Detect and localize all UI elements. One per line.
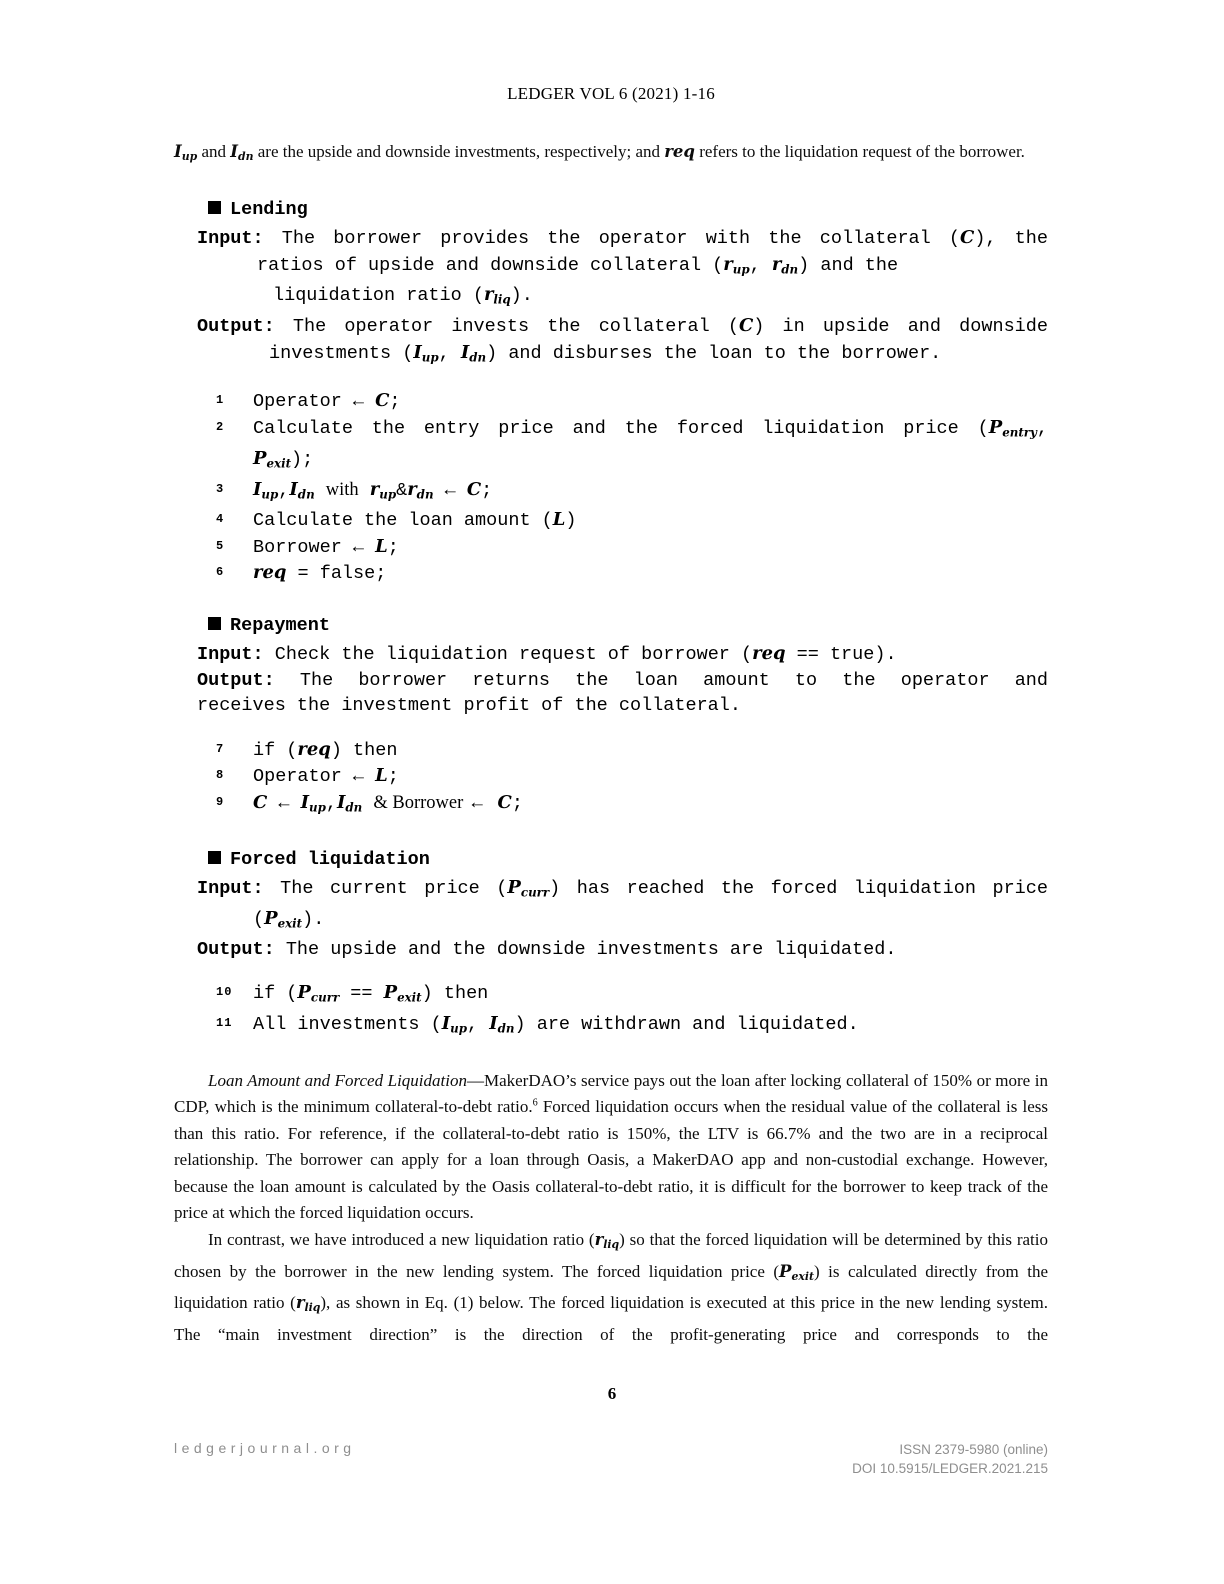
math-symbol: rliq bbox=[483, 284, 511, 307]
step-line: if (Pcurr == Pexit) then bbox=[253, 982, 489, 1005]
algorithm-steps bbox=[216, 980, 1048, 1042]
math-symbol: Iup bbox=[253, 478, 279, 501]
math-subscript: entry bbox=[1002, 425, 1037, 440]
math-symbol: Iup bbox=[174, 142, 198, 164]
math-subscript: exit bbox=[277, 916, 303, 931]
math-subscript: exit bbox=[266, 456, 292, 471]
section-title bbox=[197, 613, 1048, 639]
algo-step bbox=[216, 790, 1048, 821]
math-symbol: Iup bbox=[413, 341, 439, 364]
step-text bbox=[253, 1011, 1048, 1042]
algorithm-section-lending bbox=[197, 197, 1048, 587]
math-subscript: dn bbox=[345, 800, 363, 815]
step-text bbox=[253, 790, 1048, 821]
math-symbol: Pcurr bbox=[507, 877, 550, 900]
step-text bbox=[253, 477, 1048, 508]
step-text bbox=[253, 737, 1048, 764]
algorithm bbox=[197, 197, 1048, 1042]
algo-output-line: receives the investment profit of the collateral. bbox=[197, 695, 741, 717]
math-subscript: liq bbox=[603, 1238, 620, 1252]
math-subscript: exit bbox=[397, 990, 422, 1005]
math-symbol: Pcurr bbox=[297, 982, 340, 1005]
step-number: 2 bbox=[216, 419, 225, 434]
math-symbol: C bbox=[497, 791, 512, 813]
step-line: Pexit); bbox=[253, 447, 314, 471]
math-symbol: Idn bbox=[460, 341, 487, 364]
math-symbol: C bbox=[253, 791, 268, 813]
io-label: Input: bbox=[197, 878, 264, 900]
issn-doi-block bbox=[852, 1440, 1048, 1478]
step-number: 6 bbox=[216, 565, 225, 580]
step-line: if (req) then bbox=[253, 738, 398, 761]
math-subscript: exit bbox=[791, 1269, 814, 1283]
step-text bbox=[253, 415, 1048, 477]
step-number: 4 bbox=[216, 512, 225, 527]
step-line: C ← Iup,Idn & Borrower ← C; bbox=[253, 791, 523, 815]
algorithm-steps bbox=[216, 388, 1048, 586]
math-subscript: up bbox=[379, 486, 397, 501]
math-symbol: req bbox=[253, 562, 287, 584]
algo-output-line: investments (Iup, Idn) and disburses the loan to the borrower. bbox=[269, 341, 942, 364]
step-number: 5 bbox=[216, 538, 225, 553]
intro-paragraph: Iup and Idn are the upside and downside investments, respectively; and req refers to the liquidation request of the borrower. bbox=[174, 142, 1025, 164]
algo-output-line: Output: The operator invests the collateral (C) in upside and downside bbox=[197, 315, 1048, 338]
math-subscript: dn bbox=[416, 486, 434, 501]
algo-step bbox=[216, 415, 1048, 477]
step-line: Operator ← C; bbox=[253, 390, 401, 413]
running-head: LEDGER VOL 6 (2021) 1-16 bbox=[507, 84, 715, 103]
math-symbol: Idn bbox=[289, 478, 315, 501]
io-label: Input: bbox=[197, 644, 264, 666]
math-symbol: rdn bbox=[771, 253, 799, 276]
journal-site-text: ledgerjournal.org bbox=[174, 1440, 356, 1456]
section-title-text: Repayment bbox=[230, 614, 330, 636]
step-line: Operator ← L; bbox=[253, 765, 399, 788]
math-symbol: Pexit bbox=[383, 982, 422, 1005]
math-symbol: Idn bbox=[336, 791, 363, 815]
section-bullet-icon bbox=[208, 617, 221, 630]
step-line: All investments (Iup, Idn) are withdrawn and liquidated. bbox=[253, 1013, 859, 1036]
math-subscript: liq bbox=[493, 292, 511, 307]
math-subscript: up bbox=[181, 150, 198, 164]
step-line: req = false; bbox=[253, 562, 387, 585]
algo-input-line: Input: The borrower provides the operator with the collateral (C), the bbox=[197, 227, 1048, 250]
step-line: Calculate the loan amount (L) bbox=[253, 509, 577, 532]
section-bullet-icon bbox=[208, 851, 221, 864]
algo-step bbox=[216, 560, 1048, 587]
math-subscript: up bbox=[421, 349, 439, 364]
math-symbol: C bbox=[466, 478, 482, 500]
algo-step bbox=[216, 534, 1048, 561]
math-symbol: req bbox=[297, 738, 331, 760]
algo-step bbox=[216, 1011, 1048, 1042]
algo-step bbox=[216, 388, 1048, 415]
math-symbol: req bbox=[752, 643, 786, 665]
algorithm-steps bbox=[216, 737, 1048, 821]
algo-input-line: ratios of upside and downside collateral (rup, rdn) and the bbox=[257, 253, 899, 276]
step-number: 11 bbox=[216, 1016, 233, 1031]
math-subscript: curr bbox=[310, 990, 340, 1005]
math-subscript: up bbox=[309, 800, 326, 815]
paragraph: In contrast, we have introduced a new liquidation ratio (rliq) so that the forced liquidation will be determined by this ratio chosen by the borrower in the new lending system. The forced liquidation price (Pexit) is calculated directly from the liquidation ratio (rliq), as shown in Eq. (1) below. The forced liquidation is executed at this price in the new lending system. The “main investment direction” is the direction of the profit-generating price and corresponds to the bbox=[174, 1229, 1048, 1344]
io-label: Output: bbox=[197, 316, 275, 338]
math-symbol: Pexit bbox=[264, 908, 303, 931]
math-symbol: req bbox=[664, 142, 695, 161]
math-subscript: dn bbox=[497, 1021, 515, 1036]
algo-output-line: Output: The upside and the downside investments are liquidated. bbox=[197, 938, 897, 960]
algorithm-section-repayment bbox=[197, 613, 1048, 821]
step-number: 1 bbox=[216, 393, 225, 408]
issn-line: ISSN 2379-5980 (online) bbox=[899, 1442, 1048, 1457]
step-number: 7 bbox=[216, 741, 225, 756]
section-bullet-icon bbox=[208, 201, 221, 214]
step-text bbox=[253, 534, 1048, 561]
math-symbol: C bbox=[739, 315, 754, 337]
math-symbol: Iup bbox=[300, 791, 326, 815]
math-symbol: Pexit bbox=[253, 447, 292, 471]
step-line: Borrower ← L; bbox=[253, 535, 399, 558]
step-text bbox=[253, 980, 1048, 1011]
io-label: Output: bbox=[197, 669, 275, 691]
body-paragraphs bbox=[174, 1068, 1048, 1348]
paragraph: Loan Amount and Forced Liquidation—MakerDAO’s service pays out the loan after locking collateral of 150% or more in CDP, which is the minimum collateral-to-debt ratio.$^6$ Forced liquidation occurs when the residual value of the collateral is less than this ratio. For reference, if the collateral-to-debt ratio is 150%, the LTV is 66.7% and the two are in a reciprocal relationship. The borrower can apply for a loan through Oasis, a MakerDAO app and non-custodial exchange. However, because the loan amount is calculated by the Oasis collateral-to-debt ratio, it is difficult for the borrower to keep track of the price at which the forced liquidation occurs. bbox=[174, 1070, 1048, 1223]
io-label: Input: bbox=[197, 228, 264, 250]
algo-input-line: Input: Check the liquidation request of borrower (req == true). bbox=[197, 643, 897, 666]
step-number: 3 bbox=[216, 481, 225, 496]
algo-output-line: Output: The borrower returns the loan amount to the operator and bbox=[197, 669, 1048, 691]
math-symbol: C bbox=[375, 390, 390, 412]
algo-step bbox=[216, 763, 1048, 790]
step-text bbox=[253, 388, 1048, 415]
algo-step bbox=[216, 507, 1048, 534]
math-symbol: rliq bbox=[594, 1229, 620, 1252]
algo-input-line: liquidation ratio (rliq). bbox=[273, 284, 533, 307]
algo-step bbox=[216, 477, 1048, 508]
step-line: Calculate the entry price and the forced liquidation price (Pentry, bbox=[253, 416, 1048, 440]
math-symbol: C bbox=[960, 227, 975, 249]
algo-step bbox=[216, 980, 1048, 1011]
math-symbol: L bbox=[552, 509, 566, 531]
math-symbol: Idn bbox=[489, 1013, 515, 1036]
math-symbol: rup bbox=[723, 253, 750, 276]
algo-step bbox=[216, 737, 1048, 764]
math-symbol: Idn bbox=[230, 142, 254, 164]
step-text bbox=[253, 560, 1048, 587]
math-symbol: L bbox=[375, 765, 388, 787]
io-label: Output: bbox=[197, 938, 275, 960]
math-subscript: curr bbox=[520, 885, 550, 900]
footnote-marker: 6 bbox=[532, 1097, 538, 1109]
roman-text: & Borrower ← bbox=[373, 792, 487, 813]
math-subscript: up bbox=[450, 1021, 468, 1036]
section-title bbox=[197, 197, 1048, 223]
math-symbol: L bbox=[375, 535, 388, 557]
italic-lead-in: Loan Amount and Forced Liquidation bbox=[208, 1070, 467, 1090]
algo-input-line: Input: The current price (Pcurr) has reached the forced liquidation price bbox=[197, 877, 1048, 900]
algorithm-section-forced-liquidation bbox=[197, 847, 1048, 1042]
section-title-text: Forced liquidation bbox=[230, 848, 430, 870]
step-line: Iup,Idn with rup&rdn ← C; bbox=[253, 478, 493, 501]
math-symbol: Pentry bbox=[988, 416, 1037, 440]
math-subscript: dn bbox=[297, 486, 315, 501]
math-symbol: rup bbox=[369, 478, 397, 501]
math-symbol: Pexit bbox=[779, 1261, 814, 1283]
math-symbol: rliq bbox=[295, 1293, 321, 1315]
math-subscript: dn bbox=[781, 261, 799, 276]
page-footer bbox=[174, 1440, 1048, 1478]
step-text bbox=[253, 507, 1048, 534]
step-number: 9 bbox=[216, 794, 225, 809]
math-subscript: dn bbox=[469, 349, 487, 364]
section-title bbox=[197, 847, 1048, 873]
math-subscript: up bbox=[261, 486, 279, 501]
math-subscript: up bbox=[732, 261, 750, 276]
math-subscript: liq bbox=[304, 1301, 321, 1315]
section-title-text: Lending bbox=[230, 198, 308, 220]
step-text bbox=[253, 763, 1048, 790]
page-number: 6 bbox=[607, 1384, 617, 1403]
math-symbol: rdn bbox=[407, 478, 434, 501]
step-number: 8 bbox=[216, 768, 225, 783]
roman-text: with bbox=[325, 479, 359, 500]
step-number: 10 bbox=[216, 985, 233, 1000]
math-symbol: Iup bbox=[441, 1013, 468, 1036]
math-subscript: dn bbox=[238, 150, 254, 164]
algo-input-line: (Pexit). bbox=[253, 908, 325, 931]
doi-line: DOI 10.5915/LEDGER.2021.215 bbox=[852, 1461, 1048, 1476]
